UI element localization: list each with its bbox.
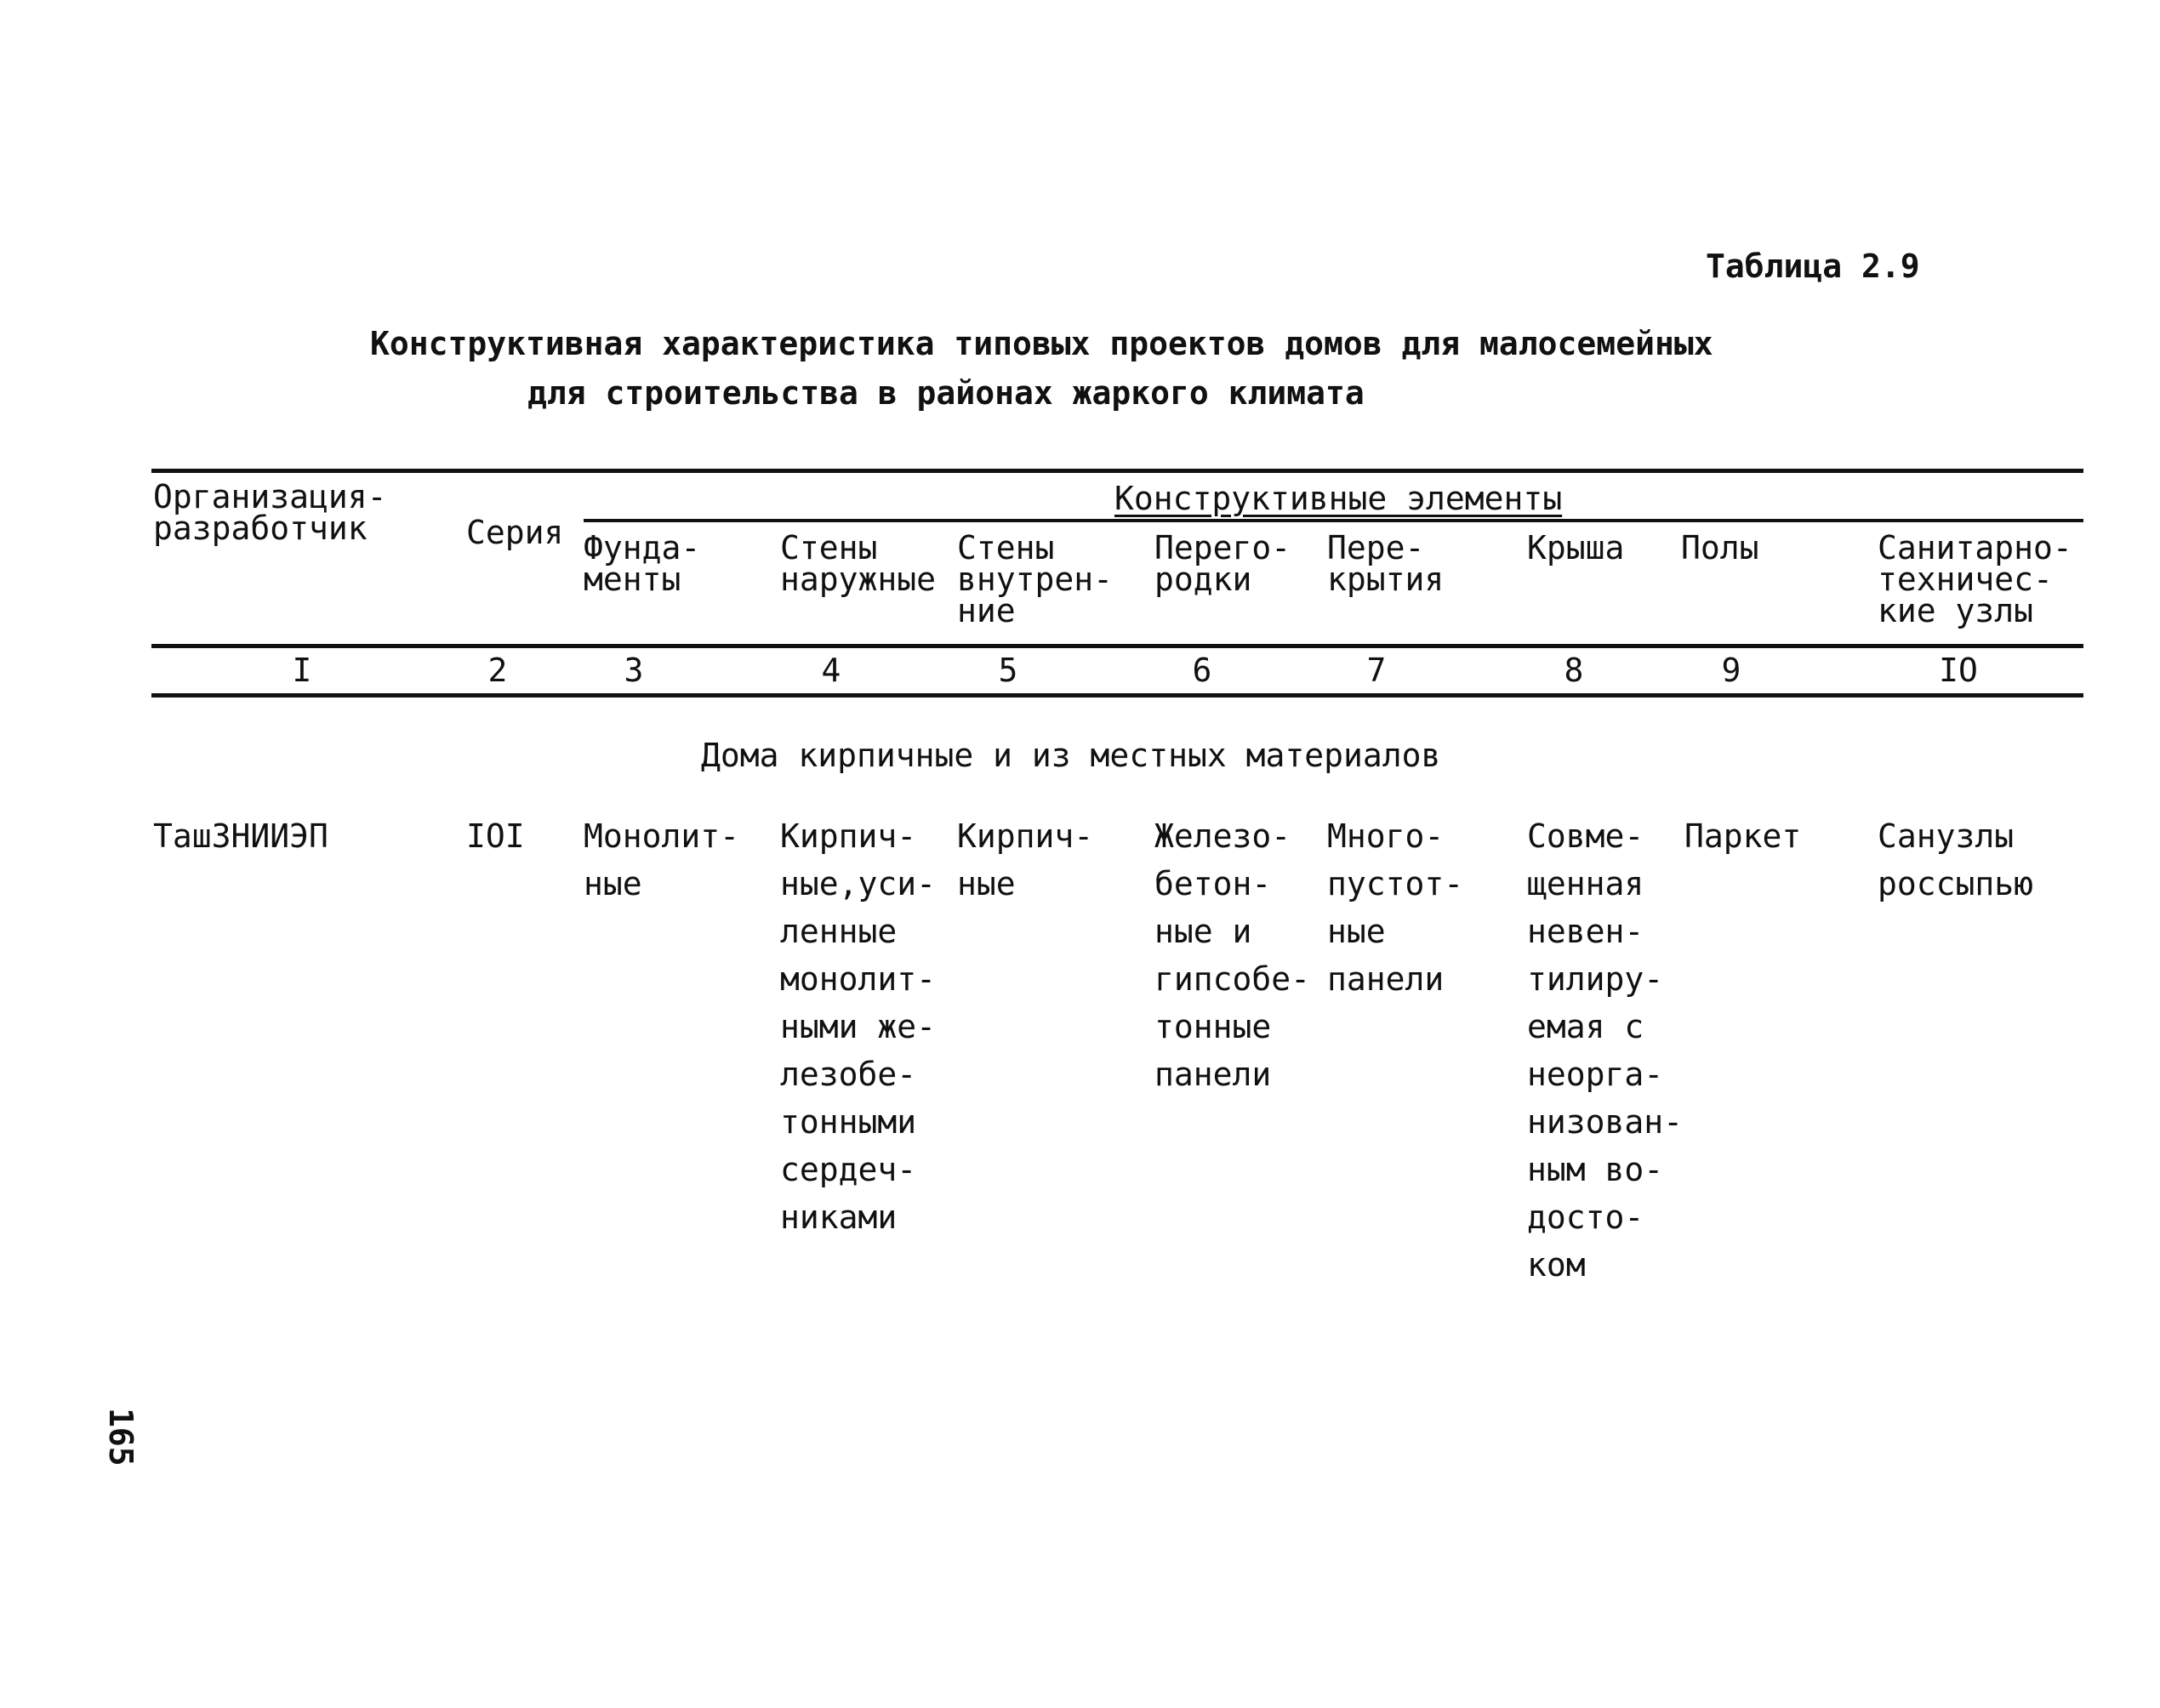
header-col-inner-walls: Стены внутрен- ние — [957, 529, 1114, 629]
column-number-10: IO — [1939, 652, 1978, 689]
cell-sanitary: Санузлы россыпью — [1878, 817, 2034, 902]
header-col-roof: Крыша — [1527, 529, 1625, 566]
column-number-5: 5 — [998, 652, 1018, 689]
cell-roof: Совме- щенная невен- тилиру- емая с неорга- низован- ным во- досто- ком — [1527, 817, 1684, 1284]
column-number-2: 2 — [487, 652, 508, 689]
numbers-bottom-rule — [151, 693, 2083, 697]
cell-partitions: Железо- бетон- ные и гипсобе- тонные панели — [1154, 817, 1311, 1093]
cell-outer-walls: Кирпич- ные,уси- ленные монолит- ными же- лезобе- тонными сердеч- никами — [780, 817, 937, 1236]
cell-floors-slabs: Много- пустот- ные панели — [1327, 817, 1464, 998]
group-header-rule — [584, 519, 2083, 522]
header-group-title: Конструктивные элементы — [1114, 480, 1563, 517]
row-organization: ТашЗНИИЭП — [153, 817, 328, 855]
header-bottom-rule — [151, 644, 2083, 648]
page-number-wrapper — [85, 1408, 162, 1484]
cell-foundations: Монолит- ные — [584, 817, 740, 902]
column-number-4: 4 — [821, 652, 841, 689]
column-number-6: 6 — [1192, 652, 1212, 689]
table-label: Таблица 2.9 — [1706, 248, 1920, 285]
cell-floors: Паркет — [1684, 817, 1802, 855]
header-organization: Организация- разработчик — [153, 478, 387, 547]
header-series: Серия — [466, 514, 564, 551]
header-col-floors-slabs: Пере- крытия — [1327, 529, 1445, 598]
header-col-foundations: Фунда- менты — [584, 529, 701, 598]
table-title-line1: Конструктивная характеристика типовых проектов домов для малосемейных — [370, 325, 1713, 362]
column-number-7: 7 — [1366, 652, 1387, 689]
column-number-1: I — [292, 652, 312, 689]
table-title-line2: для строительства в районах жаркого климата — [527, 374, 1365, 412]
header-col-floors: Полы — [1681, 529, 1759, 566]
column-number-8: 8 — [1564, 652, 1584, 689]
page-number: 165 — [102, 1408, 140, 1466]
cell-inner-walls: Кирпич- ные — [957, 817, 1094, 902]
table-top-rule — [151, 469, 2083, 473]
section-title: Дома кирпичные и из местных материалов — [701, 737, 1441, 774]
column-number-3: 3 — [624, 652, 644, 689]
header-col-outer-walls: Стены наружные — [780, 529, 937, 598]
column-number-9: 9 — [1721, 652, 1741, 689]
header-col-partitions: Перего- родки — [1154, 529, 1291, 598]
header-col-sanitary: Санитарно- техничес- кие узлы — [1878, 529, 2072, 629]
row-series: IOI — [466, 817, 525, 855]
